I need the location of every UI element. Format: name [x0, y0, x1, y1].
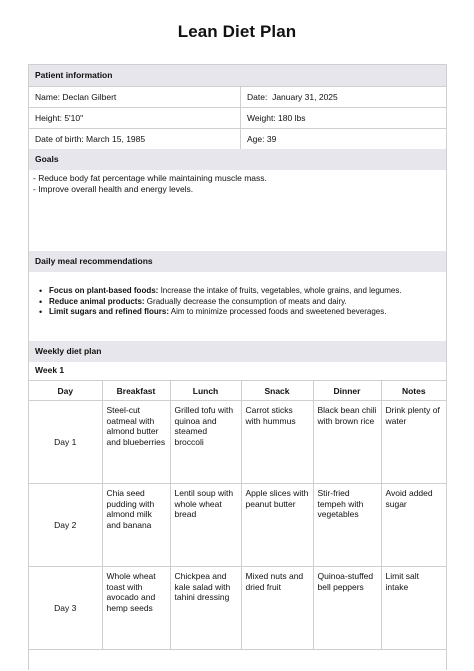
notes-cell: Drink plenty of water: [381, 401, 446, 484]
dob-value: March 15, 1985: [86, 134, 146, 144]
weight-value: 180 lbs: [278, 113, 306, 123]
lunch-cell: Grilled tofu with quinoa and steamed broccoli: [170, 401, 241, 484]
weight-label: Weight:: [247, 113, 276, 123]
age-value: 39: [266, 134, 277, 144]
age-field: [247, 129, 276, 149]
column-divider: [240, 129, 241, 149]
goals-list: [33, 173, 443, 195]
table-row: [29, 484, 446, 567]
weight-field: [247, 108, 305, 128]
recommendation-title: Focus on plant-based foods:: [49, 286, 159, 295]
column-header-notes: Notes: [381, 381, 446, 401]
table-header-row: [29, 381, 446, 401]
recommendation-title: Limit sugars and refined flours:: [49, 307, 170, 316]
patient-row-height-weight: [29, 107, 446, 128]
lunch-cell: Chickpea and kale salad with tahini dressing: [170, 567, 241, 650]
height-field: [35, 108, 83, 128]
name-value: Declan Gilbert: [62, 92, 117, 102]
snack-cell: Mixed nuts and dried fruit: [241, 567, 313, 650]
day-cell: Day 2: [29, 484, 102, 567]
snack-cell: Carrot sticks with hummus: [241, 401, 313, 484]
recommendation-item: [49, 307, 439, 318]
day-cell: Day 1: [29, 401, 102, 484]
recommendation-title: Reduce animal products:: [49, 296, 145, 306]
document-frame: [28, 64, 447, 670]
date-value: January 31, 2025: [272, 92, 338, 102]
table-row: [29, 567, 446, 650]
dinner-cell: Quinoa-stuffed bell peppers: [313, 567, 381, 650]
notes-cell: Avoid added sugar: [381, 484, 446, 567]
patient-row-name-date: [29, 86, 446, 107]
breakfast-cell: Whole wheat toast with avocado and hemp seeds: [102, 567, 170, 650]
column-header-lunch: Lunch: [170, 381, 241, 401]
goal-item: - Improve overall health and energy levels.: [33, 184, 194, 194]
dob-label: Date of birth:: [35, 134, 84, 144]
recommendation-text: Increase the intake of fruits, vegetables, whole grains, and legumes.: [158, 286, 402, 295]
breakfast-cell: Chia seed pudding with almond milk and banana: [102, 484, 170, 567]
week-label: Week 1: [35, 365, 65, 375]
lunch-cell: Lentil soup with whole wheat bread: [170, 484, 241, 567]
meal-recommendations-heading: Daily meal recommendations: [29, 251, 446, 272]
goal-item: - Reduce body fat percentage while maintaining muscle mass.: [33, 173, 267, 183]
name-field: [35, 87, 116, 107]
day-cell: Day 3: [29, 567, 102, 650]
weekly-plan-table: [29, 380, 446, 650]
recommendation-text: Gradually decrease the consumption of meats and dairy.: [144, 296, 347, 306]
dob-field: [35, 129, 145, 149]
notes-cell: Limit salt intake: [381, 567, 446, 650]
column-divider: [240, 87, 241, 107]
date-label: Date:: [247, 92, 268, 102]
table-row: [29, 401, 446, 484]
column-header-dinner: Dinner: [313, 381, 381, 401]
recommendation-item: [49, 297, 439, 308]
column-divider: [240, 108, 241, 128]
column-header-day: Day: [29, 381, 102, 401]
patient-row-dob-age: [29, 128, 446, 149]
meal-recommendations-list: [49, 286, 439, 318]
date-field: [247, 87, 338, 107]
height-value: 5'10": [64, 113, 84, 123]
recommendation-item: [49, 286, 439, 297]
page-title: Lean Diet Plan: [177, 22, 297, 41]
column-header-breakfast: Breakfast: [102, 381, 170, 401]
recommendation-text: Aim to minimize processed foods and sweetened beverages.: [169, 307, 387, 316]
age-label: Age:: [247, 134, 265, 144]
breakfast-cell: Steel-cut oatmeal with almond butter and blueberries: [102, 401, 170, 484]
weekly-plan-heading: Weekly diet plan: [29, 341, 446, 362]
patient-info-heading: Patient information: [29, 65, 446, 86]
goals-heading: Goals: [29, 149, 446, 170]
name-label: Name:: [35, 92, 61, 102]
column-header-snack: Snack: [241, 381, 313, 401]
height-label: Height:: [35, 113, 62, 123]
dinner-cell: Stir-fried tempeh with vegetables: [313, 484, 381, 567]
snack-cell: Apple slices with peanut butter: [241, 484, 313, 567]
dinner-cell: Black bean chili with brown rice: [313, 401, 381, 484]
